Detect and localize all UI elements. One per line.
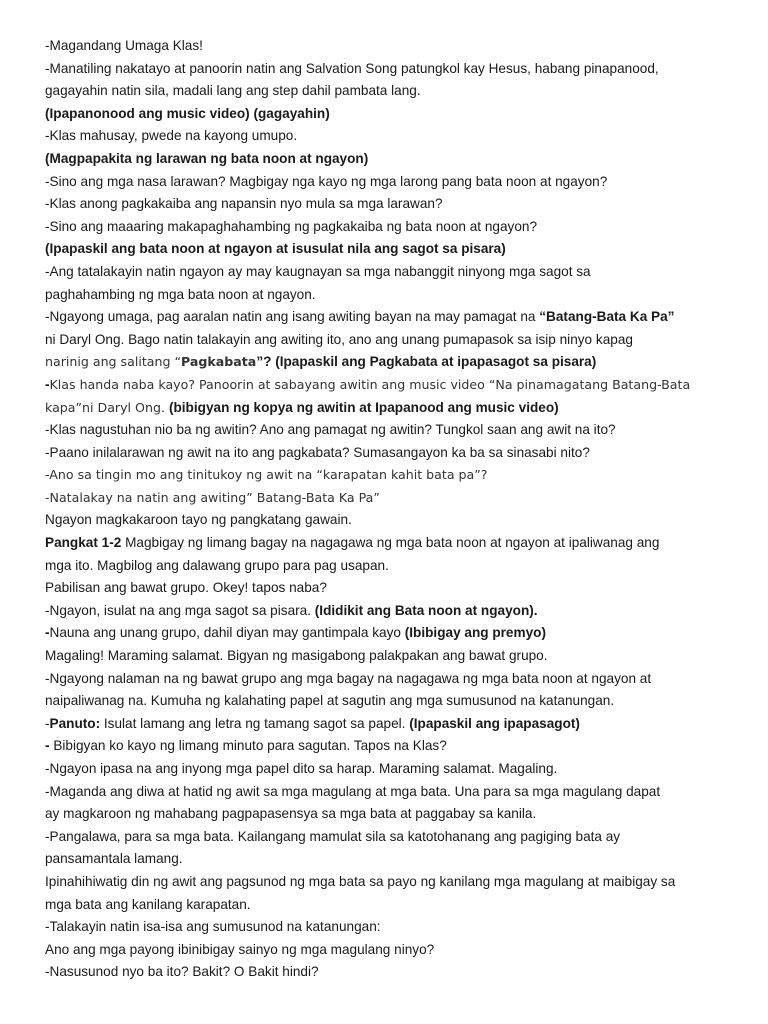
text-segment: -Sino ang mga nasa larawan? Magbigay nga kayo ng mga larong pang bata noon at ngayon? — [45, 173, 608, 189]
text-segment: -Klas mahusay, pwede na kayong umupo. — [45, 128, 298, 144]
text-segment: gagayahin natin sila, madali lang ang step dahil pambata lang. — [45, 83, 421, 99]
text-segment: Ngayon magkakaroon tayo ng pangkatang gawain. — [45, 512, 352, 528]
text-line — [45, 193, 760, 216]
text-line — [45, 600, 760, 623]
bold-segment: (Ipapanonood ang music video) (gagayahin) — [45, 105, 330, 121]
text-line — [45, 668, 760, 691]
text-line — [45, 216, 760, 239]
text-segment: -Sino ang maaaring makapaghahambing ng pagkakaiba ng bata noon at ngayon? — [45, 218, 538, 234]
text-line — [45, 397, 760, 420]
bold-segment: - — [45, 625, 50, 641]
text-line — [45, 577, 760, 600]
text-line — [45, 80, 760, 103]
text-line — [45, 374, 760, 397]
text-segment: -Magandang Umaga Klas! — [45, 38, 203, 53]
bold-segment: Pangkat 1-2 — [45, 535, 122, 551]
text-segment: ay magkaroon ng mahabang pagpapasensya sa mga bata at paggabay sa kanila. — [45, 806, 537, 822]
text-segment: -Ngayon ipasa na ang inyong mga papel dito sa harap. Maraming salamat. Magaling. — [45, 761, 558, 776]
text-segment: narinig ang salitang “ — [45, 354, 181, 370]
text-segment: -Maganda ang diwa at hatid ng awit sa mga magulang at mga bata. Una para sa mga magulang dapat — [45, 783, 661, 799]
text-line — [45, 419, 760, 442]
text-segment: -Talakayin natin isa-isa ang sumusunod na katanungan: — [45, 919, 381, 935]
text-line — [45, 826, 760, 849]
bold-segment: Panuto: — [49, 715, 101, 731]
text-line — [45, 329, 760, 352]
document-body — [45, 35, 760, 984]
bold-segment: (Magpapakita ng larawan ng bata noon at ngayon) — [45, 150, 369, 166]
text-line — [45, 555, 760, 578]
text-segment: mga bata ang kanilang karapatan. — [45, 896, 251, 912]
text-line — [45, 306, 760, 329]
text-segment: -Pangalawa, para sa mga bata. Kailangang mamulat sila sa katotohanang ang pagiging bata ay — [45, 828, 621, 844]
text-line — [45, 894, 760, 917]
text-segment: Magbigay ng limang bagay na nagagawa ng mga bata noon at ngayon at ipaliwanag ang — [121, 535, 660, 551]
text-line — [45, 148, 760, 171]
text-line — [45, 284, 760, 307]
bold-segment: - — [45, 738, 54, 754]
text-segment: -Ngayong umaga, pag aaralan natin ang isang awiting bayan na may pamagat na — [45, 309, 540, 325]
text-line — [45, 781, 760, 804]
text-line — [45, 125, 760, 148]
text-line — [45, 261, 760, 284]
text-segment: paghahambing ng mga bata noon at ngayon. — [45, 286, 316, 302]
text-line — [45, 351, 760, 374]
text-segment: Nauna ang unang grupo, dahil diyan may gantimpala kayo — [49, 625, 405, 641]
text-line — [45, 735, 760, 758]
text-line — [45, 509, 760, 532]
text-line — [45, 713, 760, 736]
text-line — [45, 487, 760, 510]
text-segment: -Ngayon, isulat na ang mga sagot sa pisara. — [45, 602, 315, 618]
text-segment: -Klas nagustuhan nio ba ng awitin? Ano ang pamagat ng awitin? Tungkol saan ang awit na ito? — [45, 422, 616, 438]
text-segment: -Paano inilalarawan ng awit na ito ang pagkabata? Sumasangayon ka ba sa sinasabi nito? — [45, 444, 590, 460]
text-segment: -Natalakay na natin ang awiting” Batang-Bata Ka Pa” — [45, 489, 380, 505]
text-line — [45, 464, 760, 487]
text-line — [45, 442, 760, 465]
text-line — [45, 939, 760, 962]
bold-segment: (Ipapaskil ang ipapasagot) — [409, 715, 580, 731]
text-line — [45, 35, 760, 58]
bold-segment: ”? (Ipapaskil ang Pagkabata at ipapasagot sa pisara) — [256, 354, 597, 370]
text-line — [45, 532, 760, 555]
text-segment: pansamantala lamang. — [45, 851, 183, 867]
text-segment: Klas handa naba kayo? Panoorin at sabayang awitin ang music video “Na pinamagatang Batang-Bata — [49, 376, 691, 392]
text-segment: Pabilisan ang bawat grupo. Okey! tapos naba? — [45, 580, 327, 596]
text-line — [45, 645, 760, 668]
text-segment: -Ano sa tingin mo ang tinitukoy ng awit na “karapatan kahit bata pa”? — [45, 467, 488, 483]
bold-segment: (bibigyan ng kopya ng awitin at Ipapanood ang music video) — [168, 399, 559, 415]
text-segment: Ipinahihiwatig din ng awit ang pagsunod ng mga bata sa payo ng kanilang mga magulang at maibigay sa — [45, 873, 676, 889]
text-line — [45, 916, 760, 939]
bold-segment: (Ipapaskil ang bata noon at ngayon at isusulat nila ang sagot sa pisara) — [45, 241, 506, 257]
text-segment: -Klas anong pagkakaiba ang napansin nyo mula sa mga larawan? — [45, 196, 443, 212]
text-segment: -Manatiling nakatayo at panoorin natin ang Salvation Song patungkol kay Hesus, habang pinapanood, — [45, 60, 659, 76]
text-segment: ni Daryl Ong. Bago natin talakayin ang awiting ito, ano ang unang pumapasok sa isip ninyo kapag — [45, 331, 633, 347]
text-line — [45, 803, 760, 826]
text-segment: mga ito. Magbilog ang dalawang grupo para pag usapan. — [45, 557, 389, 573]
text-segment: -Nasusunod nyo ba ito? Bakit? O Bakit hindi? — [45, 964, 319, 980]
text-line — [45, 622, 760, 645]
text-line — [45, 690, 760, 713]
text-line — [45, 103, 760, 126]
text-line — [45, 171, 760, 194]
text-segment: kapa”ni Daryl Ong. — [45, 399, 169, 415]
text-segment: - — [45, 715, 50, 731]
text-line — [45, 58, 760, 81]
text-line — [45, 961, 760, 984]
bold-segment: - — [45, 376, 50, 392]
bold-segment: (Ididikit ang Bata noon at ngayon). — [314, 602, 538, 618]
text-segment: Bibigyan ko kayo ng limang minuto para sagutan. Tapos na Klas? — [53, 738, 447, 754]
text-segment: Ano ang mga payong ibinibigay sainyo ng mga magulang ninyo? — [45, 941, 435, 957]
bold-segment: Pagkabata — [181, 354, 257, 370]
text-segment: -Ngayong nalaman na ng bawat grupo ang mga bagay na nagagawa ng mga bata noon at ngayon at — [45, 670, 652, 686]
bold-segment: (Ibibigay ang premyo) — [404, 625, 546, 641]
text-segment: naipaliwanag na. Kumuha ng kalahating papel at sagutin ang mga sumusunod na katanungan. — [45, 693, 615, 709]
text-segment: Magaling! Maraming salamat. Bigyan ng masigabong palakpakan ang bawat grupo. — [45, 648, 548, 664]
bold-segment: “Batang-Bata Ka Pa” — [539, 309, 675, 325]
text-line — [45, 848, 760, 871]
text-segment: Isulat lamang ang letra ng tamang sagot sa papel. — [100, 715, 410, 731]
text-line — [45, 758, 760, 781]
text-line — [45, 871, 760, 894]
text-line — [45, 238, 760, 261]
text-segment: -Ang tatalakayin natin ngayon ay may kaugnayan sa mga nabanggit ninyong mga sagot sa — [45, 263, 591, 279]
